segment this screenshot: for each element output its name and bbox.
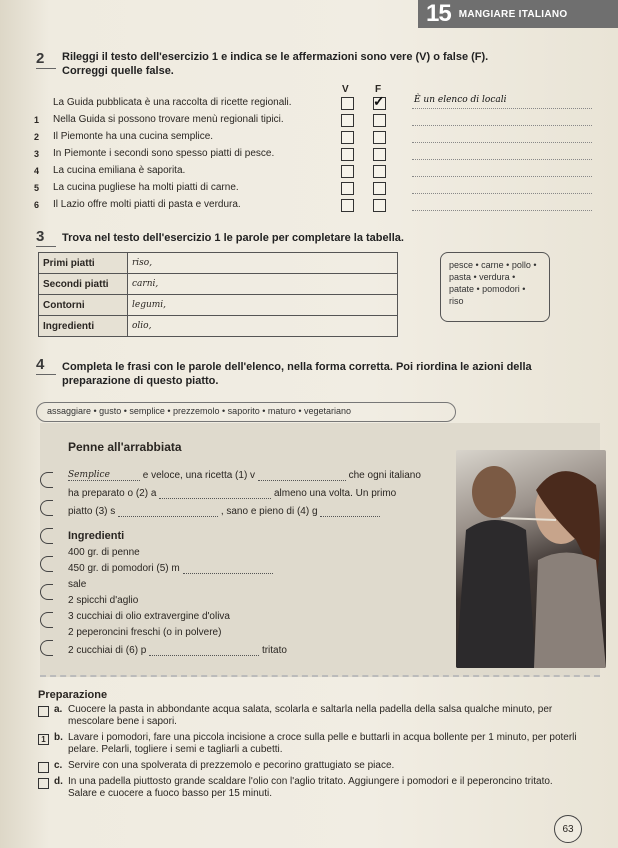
recipe-line	[68, 488, 396, 499]
statement-row	[34, 147, 594, 163]
statement-row	[34, 113, 594, 129]
instruction-line: Completa le frasi con le parole dell'elenco, nella forma corretta. Poi riordina le azioni della	[62, 361, 532, 373]
word-list: assaggiare • gusto • semplice • prezzemolo • saporito • maturo • vegetariano	[36, 402, 456, 422]
ingredient-item	[68, 645, 287, 656]
word-bank-box: pesce • carne • pollo • pasta • verdura • patate • pomodori • riso	[440, 252, 550, 322]
recipe-text: , sano e pieno di (4) g	[220, 506, 318, 517]
step-text: In una padella piuttosto grande scaldare l'olio con l'aglio tritato. Aggiungere i pomodori e il peperoncino tritato. Salare e cuocere a fuoco basso per 15 minuti.	[68, 776, 553, 799]
recipe-line	[68, 470, 421, 481]
true-checkbox[interactable]	[341, 182, 354, 195]
answer-line[interactable]	[412, 210, 592, 211]
statement-number: 4	[34, 166, 40, 176]
statement-text: La Guida pubblicata è una raccolta di ricette regionali.	[53, 97, 292, 108]
step-letter: a.	[54, 704, 63, 715]
statement-row	[34, 164, 594, 180]
binder-ring	[40, 472, 53, 488]
step-letter: d.	[54, 776, 63, 787]
check-mark-icon: ✓	[373, 93, 385, 109]
order-box[interactable]	[38, 762, 49, 773]
binder-ring	[40, 556, 53, 572]
binder-ring	[40, 640, 53, 656]
true-checkbox[interactable]	[341, 165, 354, 178]
false-checkbox[interactable]	[373, 182, 386, 195]
true-column-header: V	[342, 84, 349, 95]
answer-line[interactable]	[412, 193, 592, 194]
false-checkbox[interactable]	[373, 93, 386, 110]
false-checkbox[interactable]	[373, 165, 386, 178]
row-label: Secondi piatti	[39, 274, 128, 295]
blank-2[interactable]	[159, 488, 271, 499]
step-letter: c.	[54, 760, 63, 771]
statement-number: 3	[34, 149, 40, 159]
step-letter: b.	[54, 732, 63, 743]
false-checkbox[interactable]	[373, 199, 386, 212]
table-row	[39, 253, 398, 274]
order-box[interactable]	[38, 778, 49, 789]
blank-1[interactable]	[258, 470, 346, 481]
ingredient-text: 2 cucchiai di (6) p	[68, 645, 147, 656]
ingredient-item: 400 gr. di penne	[68, 547, 140, 558]
ingredient-item: 2 spicchi d'aglio	[68, 595, 139, 606]
recipe-line	[68, 506, 380, 517]
statement-row	[34, 181, 594, 197]
binder-ring	[40, 612, 53, 628]
answer-line[interactable]	[412, 176, 592, 177]
instruction-line: Correggi quelle false.	[62, 65, 174, 77]
couple-tasting-photo	[456, 450, 606, 668]
row-answer[interactable]: carni,	[128, 274, 398, 295]
step-text: Lavare i pomodori, fare una piccola incisione a croce sulla pelle e buttarli in acqua bollente per 1 minuto, per poterli pelare. Pelarli, togliere i semi e tagliarli a cubetti.	[68, 732, 577, 755]
row-label: Primi piatti	[39, 253, 128, 274]
statement-number: 5	[34, 183, 40, 193]
recipe-text: e veloce, una ricetta (1) v	[142, 470, 256, 481]
answer-line[interactable]	[412, 125, 592, 126]
statement-row	[34, 93, 594, 112]
instruction-line: Rileggi il testo dell'esercizio 1 e indica se le affermazioni sono vere (V) o false (F).	[62, 51, 489, 63]
blank-3[interactable]	[118, 506, 218, 517]
blank-5[interactable]	[183, 563, 273, 574]
recipe-title: Penne all'arrabbiata	[68, 440, 182, 454]
answer-handwriting: È un elenco di locali	[414, 95, 507, 105]
exercise-divider	[36, 246, 56, 247]
answer-line[interactable]	[412, 108, 592, 109]
order-box[interactable]: 1	[38, 734, 49, 745]
page-number: 63	[554, 815, 582, 843]
exercise-4-instruction	[62, 360, 532, 388]
answer-line[interactable]	[412, 142, 592, 143]
true-checkbox[interactable]	[341, 148, 354, 161]
statement-number: 2	[34, 132, 40, 142]
exercise-2-instruction	[62, 50, 488, 78]
exercise-3-instruction: Trova nel testo dell'esercizio 1 le parole per completare la tabella.	[62, 232, 404, 244]
chapter-title: MANGIARE ITALIANO	[458, 8, 568, 20]
ingredient-item	[68, 563, 273, 574]
answer-line[interactable]	[412, 159, 592, 160]
row-answer[interactable]: riso,	[128, 253, 398, 274]
row-label: Contorni	[39, 295, 128, 316]
blank-6[interactable]	[149, 645, 259, 656]
true-checkbox[interactable]	[341, 97, 354, 110]
exercise-4-number: 4	[36, 356, 45, 373]
recipe-text: piatto (3) s	[68, 506, 116, 517]
ingredient-item: 3 cucchiai di olio extravergine d'oliva	[68, 611, 230, 622]
true-checkbox[interactable]	[341, 114, 354, 127]
exercise-2-number: 2	[36, 50, 45, 67]
table-row	[39, 316, 398, 337]
exercise-divider	[36, 374, 56, 375]
recipe-text: che ogni italiano	[348, 470, 421, 481]
statement-row	[34, 198, 594, 214]
statement-text: Nella Guida si possono trovare menù regionali tipici.	[53, 114, 284, 125]
recipe-text: almeno una volta. Un primo	[273, 488, 397, 499]
blank-4[interactable]	[320, 506, 380, 517]
chapter-header	[418, 0, 618, 28]
photo-illustration	[456, 450, 606, 668]
answer-handwriting[interactable]: Semplice	[68, 470, 140, 481]
table-row	[39, 295, 398, 316]
ingredients-title: Ingredienti	[68, 530, 125, 542]
binder-ring	[40, 500, 53, 516]
vocabulary-table	[38, 252, 398, 337]
statement-text: La cucina pugliese ha molti piatti di carne.	[53, 182, 239, 193]
instruction-line: preparazione di questo piatto.	[62, 375, 219, 387]
chapter-number: 15	[426, 0, 451, 27]
false-checkbox[interactable]	[373, 148, 386, 161]
statement-text: In Piemonte i secondi sono spesso piatti di pesce.	[53, 148, 275, 159]
exercise-divider	[36, 68, 56, 69]
true-checkbox[interactable]	[341, 131, 354, 144]
statement-row	[34, 130, 594, 146]
ingredient-text: 450 gr. di pomodori (5) m	[68, 563, 180, 574]
step-text: Servire con una spolverata di prezzemolo e pecorino grattugiato se piace.	[68, 760, 395, 771]
row-answer[interactable]: olio,	[128, 316, 398, 337]
statement-text: Il Piemonte ha una cucina semplice.	[53, 131, 214, 142]
binder-ring	[40, 584, 53, 600]
statement-number: 1	[34, 115, 40, 125]
row-label: Ingredienti	[39, 316, 128, 337]
row-answer[interactable]: legumi,	[128, 295, 398, 316]
ingredient-item: sale	[68, 579, 87, 590]
statement-number: 6	[34, 200, 40, 210]
preparation-title: Preparazione	[38, 689, 108, 701]
statement-text: Il Lazio offre molti piatti di pasta e verdura.	[53, 199, 241, 210]
recipe-text: ha preparato o (2) a	[68, 488, 157, 499]
ingredient-item: 2 peperoncini freschi (o in polvere)	[68, 627, 222, 638]
true-checkbox[interactable]	[341, 199, 354, 212]
false-column-header: F	[375, 84, 382, 95]
ingredient-text: tritato	[261, 645, 287, 656]
statement-text: La cucina emiliana è saporita.	[53, 165, 186, 176]
step-text: Cuocere la pasta in abbondante acqua salata, scolarla e saltarla nella padella della salsa qualche minuto, per mescolare bene i sapori.	[68, 704, 553, 727]
table-row	[39, 274, 398, 295]
false-checkbox[interactable]	[373, 131, 386, 144]
false-checkbox[interactable]	[373, 114, 386, 127]
binder-ring	[40, 528, 53, 544]
exercise-3-number: 3	[36, 228, 45, 245]
order-box[interactable]	[38, 706, 49, 717]
